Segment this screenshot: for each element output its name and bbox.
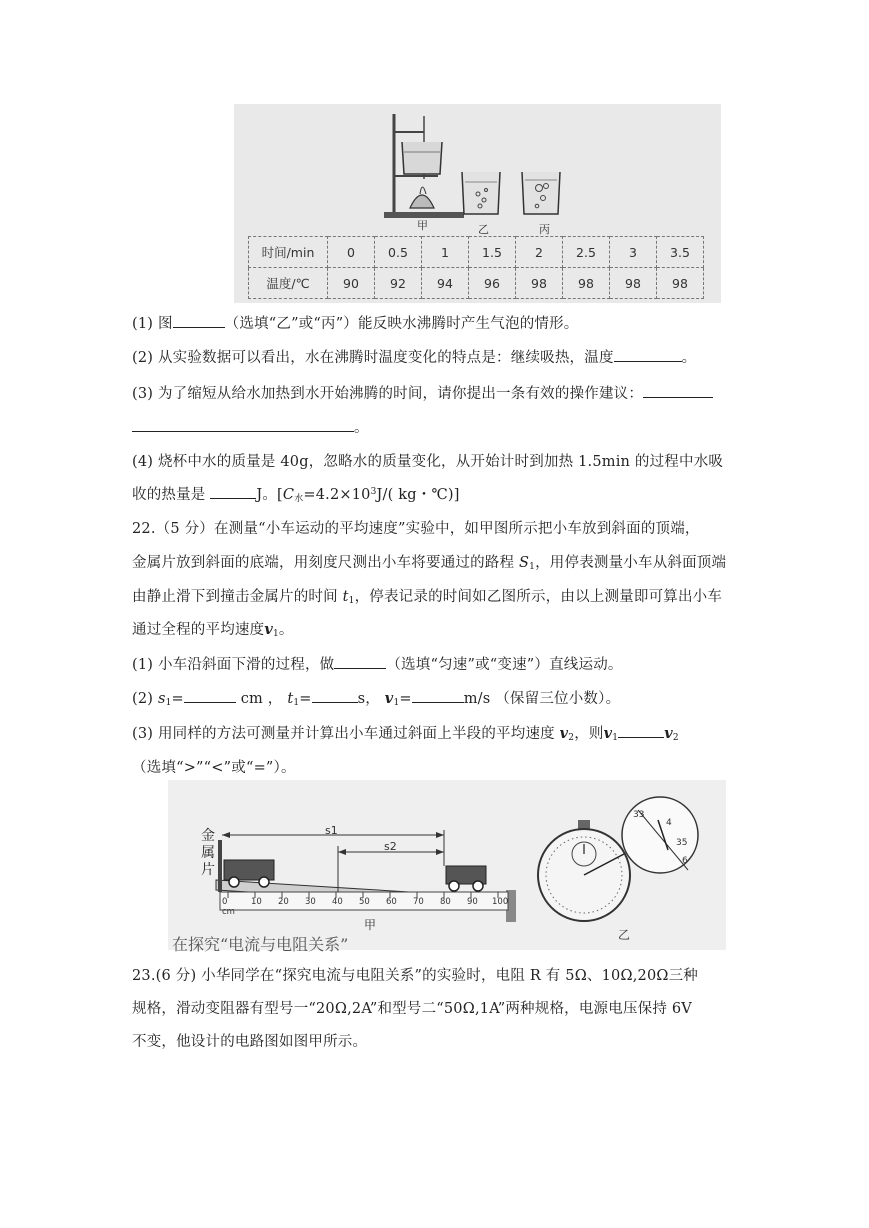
watch-number: 4 [666, 818, 672, 828]
q22-part1: (1) 小车沿斜面下滑的过程，做 （选填“匀速”或“变速”）直线运动。 [132, 653, 623, 674]
table-cell: 98 [657, 268, 704, 299]
watch-number: 35 [676, 838, 688, 848]
q23-line3: 不变，他设计的电路图如图甲所示。 [132, 1034, 368, 1050]
table-cell: 0.5 [375, 237, 422, 268]
label-jia: 甲 [417, 219, 428, 232]
q22-line3: 由静止滑下到撞击金属片的时间 $t_1$，停表记录的时间如乙图所示，由以上测量即可算出小车 [132, 589, 723, 606]
q21-part3-cont: 。 [132, 416, 369, 437]
table-row [249, 268, 704, 299]
q21-part4: (4) 烧杯中水的质量是 40g，忽略水的质量变化，从开始计时到加热 1.5min 的过程中水吸 [132, 454, 724, 470]
incline-stopwatch-figure: 金 属 片 s1 s2 0 cm 10 20 30 40 50 60 70 80 90 100 甲 乙 33 4 35 6 在探究“电流与电阻关系” [168, 780, 726, 950]
answer-blank[interactable] [132, 417, 354, 432]
q21-part2: (2) 从实验数据可以看出，水在沸腾时温度变化的特点是：继续吸热，温度 。 [132, 346, 696, 367]
table-header-temp: 温度/℃ [249, 268, 328, 299]
table-cell: 98 [563, 268, 610, 299]
table-cell: 0 [328, 237, 375, 268]
q23-line2: 规格，滑动变阻器有型号一“20Ω,2A”和型号二“50Ω,1A”两种规格，电源电压保持 6V [132, 1001, 692, 1017]
table-cell: 98 [610, 268, 657, 299]
s1-label: s1 [325, 824, 338, 837]
table-cell: 1 [422, 237, 469, 268]
answer-blank[interactable] [412, 688, 464, 703]
s2-label: s2 [384, 840, 397, 853]
table-cell: 92 [375, 268, 422, 299]
temperature-time-table [248, 236, 704, 299]
answer-blank[interactable] [334, 654, 386, 669]
q21-part3: (3) 为了缩短从给水加热到水开始沸腾的时间，请你提出一条有效的操作建议： [132, 382, 713, 403]
table-cell: 94 [422, 268, 469, 299]
incline-drawing [168, 780, 726, 950]
table-cell: 1.5 [469, 237, 516, 268]
caption-jia: 甲 [364, 918, 377, 932]
metal-plate-label: 金 属 片 [201, 828, 215, 878]
q23-line1: 23.(6 分) 小华同学在“探究电流与电阻关系”的实验时，电阻 R 有 5Ω、10Ω,20Ω三种 [132, 968, 698, 984]
cut-off-text: 在探究“电流与电阻关系” [172, 935, 349, 954]
answer-blank[interactable] [614, 347, 682, 362]
table-cell: 3 [610, 237, 657, 268]
table-cell: 98 [516, 268, 563, 299]
q22-part3: (3) 用同样的方法可测量并计算出小车通过斜面上半段的平均速度 $v_2$，则$v_1$ $v_2$ [132, 725, 679, 743]
answer-blank[interactable] [618, 723, 664, 738]
caption-yi: 乙 [618, 928, 631, 942]
watch-number: 6 [682, 856, 688, 866]
answer-blank[interactable] [643, 383, 713, 398]
table-cell: 90 [328, 268, 375, 299]
table-header-time: 时间/min [249, 237, 328, 268]
table-cell: 3.5 [657, 237, 704, 268]
label-bing: 丙 [539, 223, 550, 236]
answer-blank[interactable] [173, 313, 225, 328]
answer-blank[interactable] [210, 484, 256, 499]
table-row [249, 237, 704, 268]
q22-part2: (2) $s_1=$ cm ， $t_1= s$， $v_1= m/s$ （保留三位小数）。 [132, 690, 621, 708]
table-cell: 2 [516, 237, 563, 268]
table-cell: 2.5 [563, 237, 610, 268]
table-cell: 96 [469, 268, 516, 299]
boiling-apparatus-drawing [234, 104, 721, 236]
q22-line1: 22.（5 分）在测量“小车运动的平均速度”实验中，如甲图所示把小车放到斜面的顶端， [132, 521, 700, 537]
q22-part3-cont: （选填“>”“<”或“=”）。 [132, 760, 296, 776]
answer-blank[interactable] [312, 688, 358, 703]
answer-blank[interactable] [184, 688, 236, 703]
watch-number: 33 [633, 810, 645, 820]
boiling-experiment-figure [234, 104, 721, 303]
q21-part4-cont: 收的热量是 J。[$C_水=4.2\times 10^3J/$( kg・℃)] [132, 483, 460, 504]
q21-part1: (1) 图 （选填“乙”或“丙”）能反映水沸腾时产生气泡的情形。 [132, 312, 579, 333]
label-yi: 乙 [478, 223, 489, 236]
q22-line4: 通过全程的平均速度$v_1$。 [132, 621, 294, 639]
q22-line2: 金属片放到斜面的底端，用刻度尺测出小车将要通过的路程 $S_1$，用停表测量小车从斜面顶端 [132, 555, 727, 572]
